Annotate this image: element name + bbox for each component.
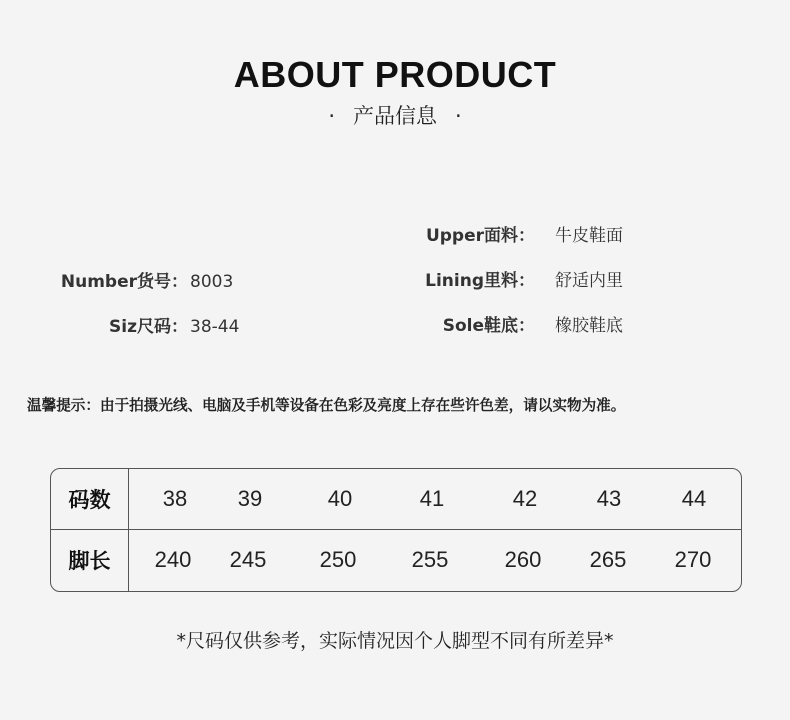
page-title: ABOUT PRODUCT — [233, 54, 557, 95]
table-cell: 40 — [327, 486, 353, 511]
table-cell: 255 — [411, 547, 449, 572]
subtitle-text: 产品信息 — [353, 104, 437, 128]
spec-value: 8003 — [190, 272, 234, 292]
table-cell: 240 — [154, 547, 192, 572]
table-cell: 245 — [229, 547, 267, 572]
spec-value: 牛皮鞋面 — [555, 226, 623, 246]
table-cell: 265 — [589, 547, 627, 572]
spec-value: 38-44 — [190, 317, 240, 337]
spec-size — [0, 312, 239, 337]
table-cell: 43 — [596, 486, 622, 511]
spec-label: Siz尺码： — [109, 317, 188, 337]
spec-upper — [390, 221, 623, 246]
spec-value: 舒适内里 — [555, 271, 623, 291]
table-cell: 41 — [419, 486, 445, 511]
table-row-size — [51, 469, 741, 530]
page-subtitle — [0, 100, 790, 130]
spec-value: 橡胶鞋底 — [555, 316, 623, 336]
spec-label: Sole鞋底： — [442, 316, 535, 336]
table-cell: 42 — [512, 486, 538, 511]
table-cell: 39 — [237, 486, 263, 511]
spec-sole — [390, 311, 623, 336]
table-cell: 38 — [162, 486, 188, 511]
color-disclaimer: 温馨提示：由于拍摄光线、电脑及手机等设备在色彩及亮度上存在些许色差，请以实物为准。 — [27, 397, 626, 414]
table-cell: 250 — [319, 547, 357, 572]
table-cell: 270 — [674, 547, 712, 572]
spec-label: Number货号： — [60, 272, 188, 292]
size-reference-note: *尺码仅供参考，实际情况因个人脚型不同有所差异* — [176, 630, 614, 652]
bullet-left: · — [328, 104, 335, 128]
row-header: 脚长 — [68, 549, 111, 573]
table-cell: 44 — [681, 486, 707, 511]
table-cell: 260 — [504, 547, 542, 572]
spec-number — [0, 267, 233, 292]
table-row-foot-length — [51, 529, 741, 591]
bullet-right: · — [455, 104, 462, 128]
spec-lining — [390, 266, 623, 291]
spec-label: Lining里料： — [425, 271, 535, 291]
row-header: 码数 — [68, 488, 111, 512]
size-chart-table — [50, 468, 742, 592]
spec-label: Upper面料： — [425, 226, 535, 246]
